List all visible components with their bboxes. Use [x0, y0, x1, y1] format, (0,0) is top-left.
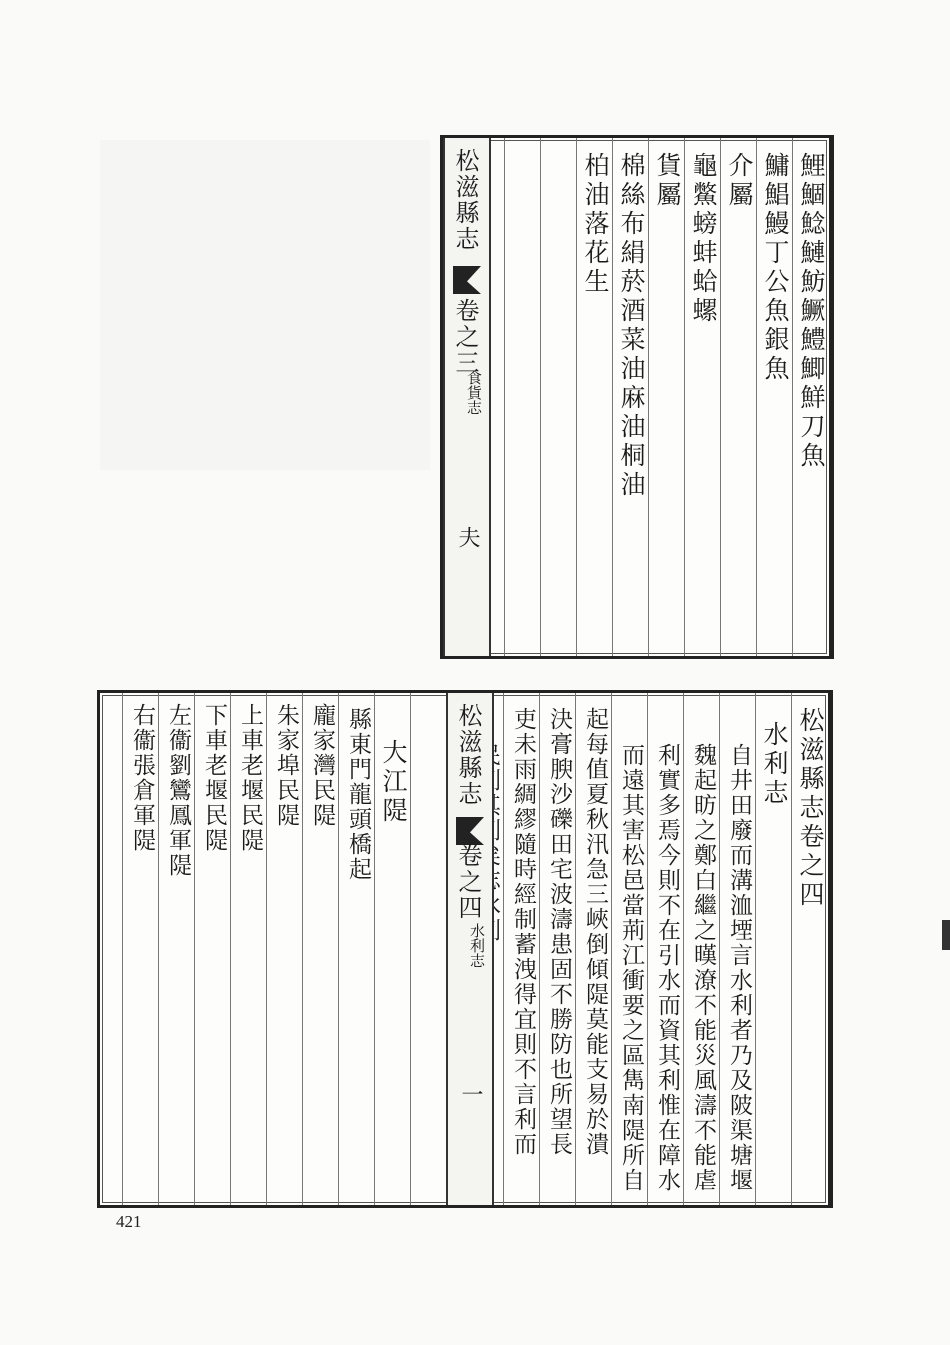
text-column: [338, 693, 375, 1205]
text-column: [410, 693, 447, 1205]
column-text: 自井田廢而溝洫堙言水利者乃及陂渠塘堰: [726, 743, 752, 1193]
text-column: [194, 693, 231, 1205]
text-column: [122, 693, 159, 1205]
text-column: [539, 693, 576, 1205]
column-text: 吏未雨綢繆隨時經制蓄洩得宜則不言利而: [510, 707, 536, 1157]
text-column: [791, 693, 828, 1205]
text-column: [719, 693, 756, 1205]
bottom-page-frame: [97, 690, 833, 1208]
column-text: 棉絲布絹菸酒菜油麻油桐油: [617, 152, 646, 500]
column-text: 魏起昉之鄭白繼之暵潦不能災風濤不能虐: [690, 743, 716, 1193]
column-text: 龜鱉螃蚌蛤螺: [689, 152, 718, 326]
column-text: 起每值夏秋汛急三峽倒傾隄莫能支易於潰: [582, 707, 608, 1157]
text-column: [503, 693, 540, 1205]
fold-section: 食貨志: [465, 370, 483, 415]
text-column: [374, 693, 411, 1205]
empty-column: [540, 138, 577, 656]
text-column: [158, 693, 195, 1205]
column-text: 利實多焉今則不在引水而資其利惟在障水: [654, 743, 680, 1193]
fold-column: [446, 693, 494, 1205]
fold-volume: 卷之四: [454, 843, 482, 921]
text-column: [756, 138, 793, 656]
column-text: 介屬: [725, 152, 754, 210]
section-heading: 水利志: [760, 721, 789, 808]
text-column: [575, 693, 612, 1205]
edge-mark: [942, 920, 950, 950]
column-text: 貨屬: [653, 152, 682, 210]
fold-book-title: 松滋縣志: [454, 703, 482, 807]
column-text: 上車老堰民隄: [237, 703, 263, 853]
column-text: 鱅鯧鰻丁公魚銀魚: [761, 152, 790, 384]
column-text: 右衞張倉軍隄: [129, 703, 155, 853]
text-column: [755, 693, 792, 1205]
column-text: 龐家灣民隄: [309, 703, 335, 828]
page-number: 421: [116, 1212, 142, 1231]
volume-heading: 松滋縣志卷之四: [796, 707, 825, 910]
fold-volume: 卷之三: [451, 298, 479, 376]
text-column: [612, 138, 649, 656]
ghost-page-remnant: [100, 140, 430, 470]
text-column: [647, 693, 684, 1205]
fold-leaf-number: 夫: [455, 526, 480, 548]
column-text: 左衞劉鸞鳳軍隄: [165, 703, 191, 878]
fold-leaf-number: 一: [458, 1083, 483, 1105]
column-text: 鯉鯝鯰鰱魴鱖鱧鯽鮮刀魚: [797, 152, 826, 471]
column-text: 柏油落花生: [581, 152, 610, 297]
text-column: [648, 138, 685, 656]
fish-tail-mark: [453, 266, 481, 294]
fold-book-title: 松滋縣志: [451, 148, 479, 252]
text-column: [683, 693, 720, 1205]
text-column: [230, 693, 267, 1205]
text-column: [266, 693, 303, 1205]
column-text: 大江隄: [379, 739, 408, 826]
text-column: [302, 693, 339, 1205]
text-column: [720, 138, 757, 656]
column-text: 而遠其害松邑當荊江衝要之區雋南隄所自: [618, 743, 644, 1193]
text-column: [576, 138, 613, 656]
column-text: 朱家埠民隄: [273, 703, 299, 828]
text-column: [684, 138, 721, 656]
empty-column: [504, 138, 541, 656]
column-text: 決膏腴沙礫田宅波濤患固不勝防也所望長: [546, 707, 572, 1157]
column-text: 縣東門龍頭橋起: [345, 707, 371, 882]
fish-tail-mark: [456, 817, 484, 845]
fold-section: 水利志: [468, 923, 486, 968]
text-column: [611, 693, 648, 1205]
column-text: 下車老堰民隄: [201, 703, 227, 853]
text-column: [792, 138, 829, 656]
top-page-frame: [440, 135, 834, 659]
fold-column: [443, 138, 491, 656]
